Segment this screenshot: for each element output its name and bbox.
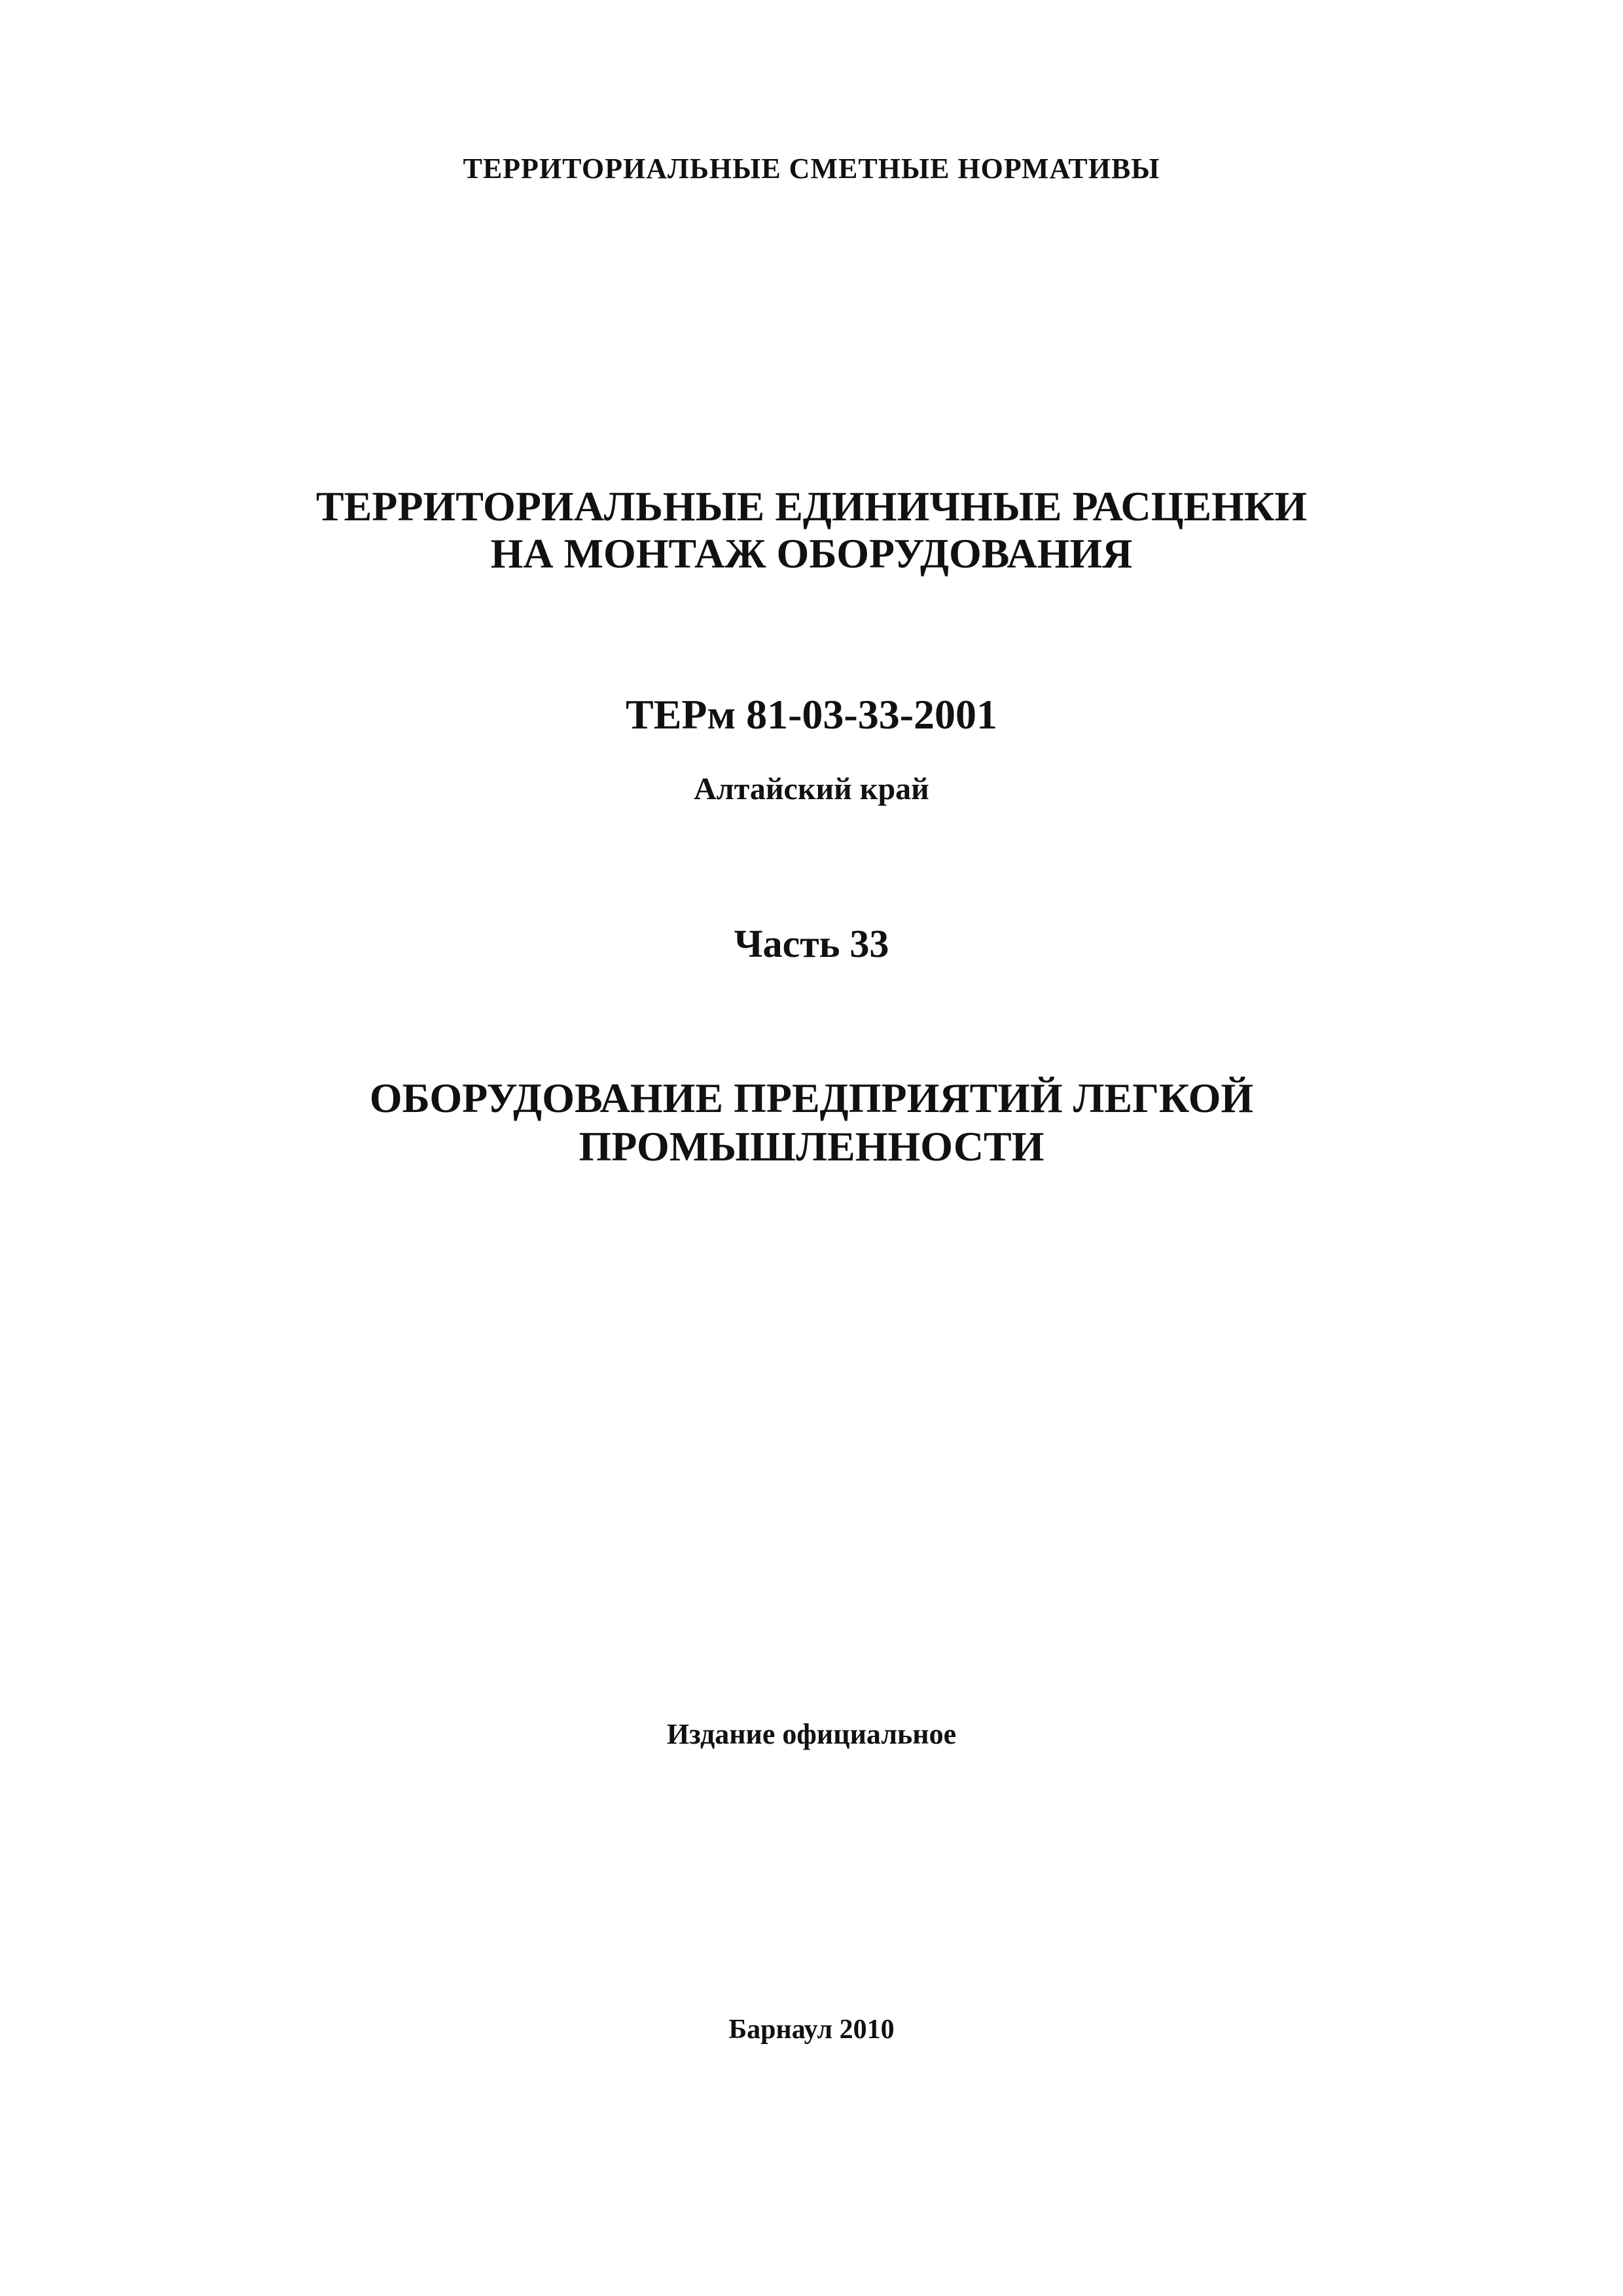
region-name: Алтайский край xyxy=(694,772,929,806)
main-title-line-1: ТЕРРИТОРИАЛЬНЫЕ ЕДИНИЧНЫЕ РАСЦЕНКИ xyxy=(315,483,1308,529)
document-code: ТЕРм 81-03-33-2001 xyxy=(626,691,997,738)
section-title-line-2: ПРОМЫШЛЕННОСТИ xyxy=(579,1123,1044,1170)
series-title: ТЕРРИТОРИАЛЬНЫЕ СМЕТНЫЕ НОРМАТИВЫ xyxy=(463,152,1160,185)
edition-note: Издание официальное xyxy=(666,1718,957,1750)
part-label: Часть 33 xyxy=(734,922,889,965)
section-title-line-1: ОБОРУДОВАНИЕ ПРЕДПРИЯТИЙ ЛЕГКОЙ xyxy=(369,1075,1254,1121)
main-title-line-2: НА МОНТАЖ ОБОРУДОВАНИЯ xyxy=(490,530,1133,577)
imprint-city-year: Барнаул 2010 xyxy=(728,2015,895,2045)
